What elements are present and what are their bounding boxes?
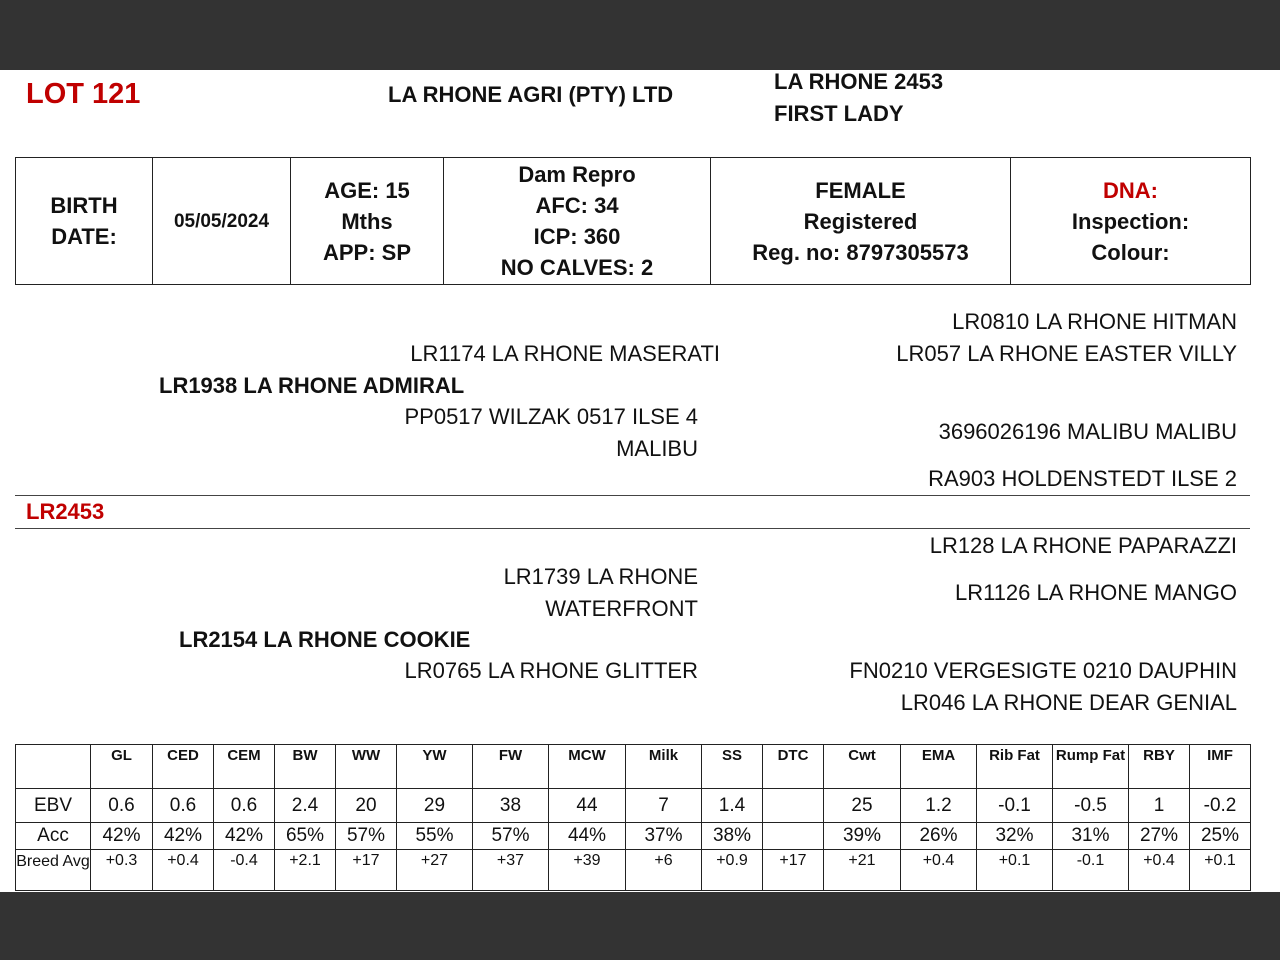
ebv-cell: 25% [1190, 823, 1251, 850]
ebv-cell: Rump Fat [1053, 745, 1129, 789]
ebv-cell: CED [153, 745, 214, 789]
ebv-cell: -0.1 [1053, 850, 1129, 891]
birth-date-label: BIRTH DATE: [16, 158, 153, 285]
ebv-cell: 0.6 [91, 789, 153, 823]
ebv-cell: FW [473, 745, 549, 789]
ebv-cell: +0.4 [901, 850, 977, 891]
ebv-cell [763, 789, 824, 823]
ebv-cell: Cwt [824, 745, 901, 789]
breed-average-row [16, 850, 1251, 891]
ebv-cell: +6 [626, 850, 702, 891]
calf-id: LR2453 [26, 499, 105, 524]
animal-name-line-1: LA RHONE 2453 [774, 69, 944, 94]
ebv-cell: -0.1 [977, 789, 1053, 823]
birth-date-value: 05/05/2024 [153, 158, 291, 285]
ebv-cell: +17 [336, 850, 397, 891]
animal-name [774, 66, 943, 130]
top-dark-band [0, 0, 1280, 70]
ebv-cell: +0.1 [977, 850, 1053, 891]
divider-bottom [15, 528, 1250, 529]
ebv-header-row [16, 745, 1251, 789]
age-cell: AGE: 15 Mths APP: SP [291, 158, 444, 285]
ebv-cell: +0.1 [1190, 850, 1251, 891]
ebv-cell: 65% [275, 823, 336, 850]
ebv-cell: 39% [824, 823, 901, 850]
ebv-cell: CEM [214, 745, 275, 789]
breeder-name: LA RHONE AGRI (PTY) LTD [388, 82, 674, 107]
bottom-dark-band [0, 892, 1280, 960]
ebv-cell: 1.4 [702, 789, 763, 823]
ebv-cell: 0.6 [153, 789, 214, 823]
dam-dam-sire: FN0210 VERGESIGTE 0210 DAUPHIN [849, 658, 1237, 683]
ebv-cell: SS [702, 745, 763, 789]
ebv-cell: 26% [901, 823, 977, 850]
lot-number: LOT 121 [26, 78, 141, 110]
ebv-cell: YW [397, 745, 473, 789]
ebv-cell: 37% [626, 823, 702, 850]
ebv-cell: 57% [336, 823, 397, 850]
ebv-cell: +0.4 [153, 850, 214, 891]
sire-sire-sire: LR0810 LA RHONE HITMAN [952, 309, 1237, 334]
ebv-cell: DTC [763, 745, 824, 789]
dna-label: DNA: [1103, 177, 1158, 203]
dam-sire-sire: LR128 LA RHONE PAPARAZZI [929, 533, 1237, 558]
ebv-cell: 38 [473, 789, 549, 823]
sire: LR1938 LA RHONE ADMIRAL [159, 373, 465, 398]
ebv-cell: EMA [901, 745, 977, 789]
ebv-cell: -0.5 [1053, 789, 1129, 823]
ebv-cell: 20 [336, 789, 397, 823]
ebv-cell: 0.6 [214, 789, 275, 823]
sire-dam-sire: 3696026196 MALIBU MALIBU [938, 419, 1237, 444]
ebv-cell: MCW [549, 745, 626, 789]
ebv-cell: Rib Fat [977, 745, 1053, 789]
dam-dam: LR0765 LA RHONE GLITTER [404, 658, 698, 683]
ebv-cell: 31% [1053, 823, 1129, 850]
ebv-cell: 38% [702, 823, 763, 850]
colour-label: Colour: [1091, 239, 1170, 265]
ebv-cell: +21 [824, 850, 901, 891]
ebv-values-row [16, 789, 1251, 823]
dam: LR2154 LA RHONE COOKIE [179, 627, 471, 652]
ebv-cell: 27% [1129, 823, 1190, 850]
ebv-cell: +0.4 [1129, 850, 1190, 891]
ebv-cell: 42% [153, 823, 214, 850]
ebv-cell: -0.4 [214, 850, 275, 891]
ebv-cell: +27 [397, 850, 473, 891]
dna-inspection-cell [1011, 158, 1251, 285]
dam-dam-dam: LR046 LA RHONE DEAR GENIAL [900, 690, 1237, 715]
ebv-row-label: EBV [16, 789, 91, 823]
inspection-label: Inspection: [1071, 208, 1190, 234]
sire-sire-dam: LR057 LA RHONE EASTER VILLY [896, 341, 1237, 366]
ebv-cell: 32% [977, 823, 1053, 850]
animal-name-line-2: FIRST LADY [774, 101, 904, 126]
divider-top [15, 495, 1250, 496]
sire-sire: LR1174 LA RHONE MASERATI [410, 341, 720, 366]
ebv-cell [763, 823, 824, 850]
ebv-cell: +2.1 [275, 850, 336, 891]
ebv-cell: +17 [763, 850, 824, 891]
ebv-cell: RBY [1129, 745, 1190, 789]
ebv-cell: 42% [91, 823, 153, 850]
accuracy-row [16, 823, 1251, 850]
info-table [15, 157, 1251, 285]
ebv-cell: 2.4 [275, 789, 336, 823]
ebv-row-label: Breed Avg [16, 850, 91, 891]
ebv-cell: 42% [214, 823, 275, 850]
ebv-cell: 29 [397, 789, 473, 823]
ebv-cell: GL [91, 745, 153, 789]
ebv-table [15, 744, 1251, 891]
ebv-cell: IMF [1190, 745, 1251, 789]
ebv-cell: +0.9 [702, 850, 763, 891]
ebv-cell: -0.2 [1190, 789, 1251, 823]
sire-dam-dam: RA903 HOLDENSTEDT ILSE 2 [928, 466, 1237, 491]
ebv-cell: WW [336, 745, 397, 789]
ebv-cell: 25 [824, 789, 901, 823]
ebv-cell: 1 [1129, 789, 1190, 823]
dam-sire-dam: LR1126 LA RHONE MANGO [954, 580, 1237, 605]
ebv-cell: +39 [549, 850, 626, 891]
ebv-cell: 55% [397, 823, 473, 850]
ebv-cell: 1.2 [901, 789, 977, 823]
ebv-cell: +37 [473, 850, 549, 891]
dam-repro-cell: Dam Repro AFC: 34 ICP: 360 NO CALVES: 2 [444, 158, 711, 285]
dam-sire: LR1739 LA RHONE WATERFRONT [503, 564, 698, 621]
ebv-cell: Milk [626, 745, 702, 789]
ebv-cell: 7 [626, 789, 702, 823]
ebv-row-label [16, 745, 91, 789]
sex-registration-cell: FEMALE Registered Reg. no: 8797305573 [711, 158, 1011, 285]
sire-dam: PP0517 WILZAK 0517 ILSE 4 MALIBU [404, 404, 698, 461]
ebv-cell: 44 [549, 789, 626, 823]
ebv-cell: 44% [549, 823, 626, 850]
ebv-cell: +0.3 [91, 850, 153, 891]
ebv-row-label: Acc [16, 823, 91, 850]
ebv-cell: 57% [473, 823, 549, 850]
ebv-cell: BW [275, 745, 336, 789]
